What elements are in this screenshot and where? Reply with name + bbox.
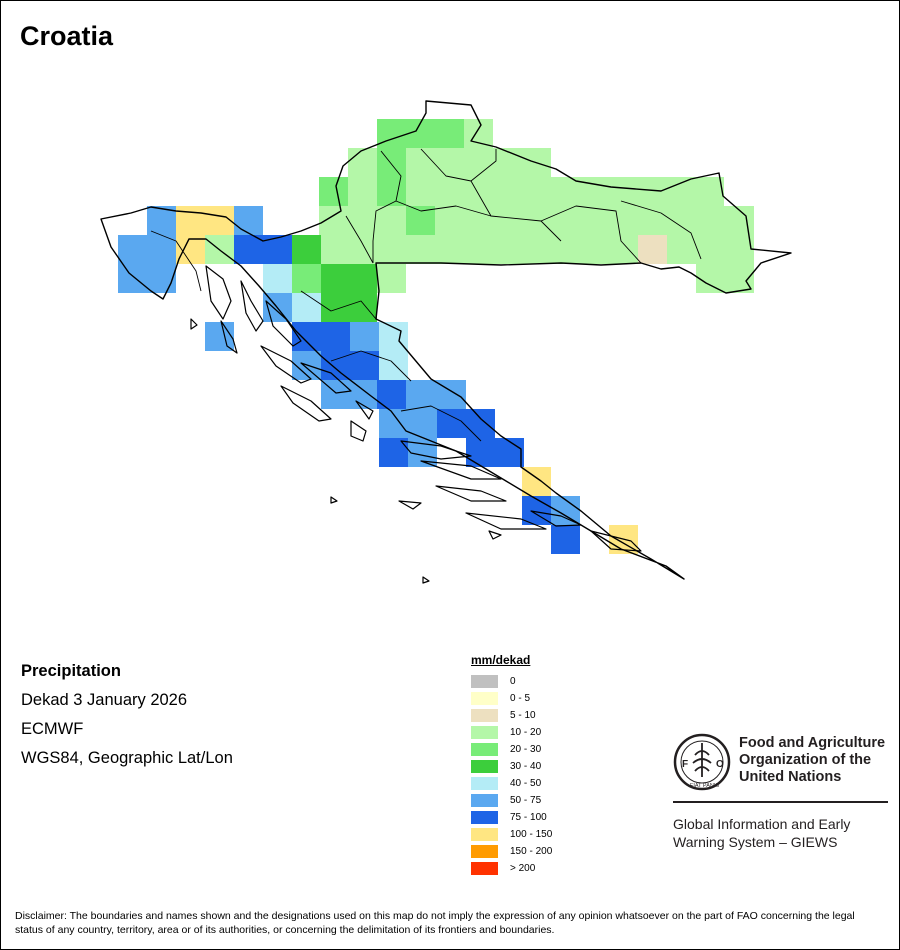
period-label: Dekad 3 January 2026 [21,691,188,709]
legend-label: 75 - 100 [510,812,547,823]
legend-label: 40 - 50 [510,778,542,789]
legend [471,653,552,877]
source-label: ECMWF [21,720,84,738]
legend-item [471,775,552,792]
precipitation-cell [118,235,176,293]
fao-emblem-icon [673,733,731,791]
precipitation-cell [551,525,580,554]
legend-item [471,860,552,877]
precipitation-cell [319,177,348,206]
legend-swatch [471,811,498,824]
precipitation-cell [205,322,234,351]
emblem-letter-o: O [716,759,724,770]
legend-swatch [471,709,498,722]
legend-item [471,673,552,690]
legend-swatch [471,845,498,858]
legend-label: 50 - 75 [510,795,542,806]
precipitation-cell [638,235,667,264]
legend-label: 30 - 40 [510,761,542,772]
precipitation-cell [377,177,406,206]
legend-item [471,826,552,843]
legend-label: 0 [510,676,516,687]
precipitation-cell [234,206,263,235]
precipitation-cell [379,351,408,380]
legend-label: > 200 [510,863,536,874]
legend-swatch [471,777,498,790]
legend-swatch [471,862,498,875]
precipitation-cell [292,264,321,293]
projection-label: WGS84, Geographic Lat/Lon [21,749,233,767]
legend-item [471,741,552,758]
legend-swatch [471,828,498,841]
precipitation-cell [377,119,406,148]
legend-swatch [471,692,498,705]
legend-label: 5 - 10 [510,710,536,721]
emblem-letter-f: F [682,759,689,770]
legend-swatch [471,675,498,688]
map-info [21,657,233,773]
legend-label: 20 - 30 [510,744,542,755]
precipitation-cell [379,409,437,438]
legend-rows [471,673,552,877]
legend-item [471,758,552,775]
precipitation-cell [379,438,408,467]
giews-system-name: Global Information and Early Warning System – GIEWS [673,816,851,850]
legend-label: 10 - 20 [510,727,542,738]
precipitation-cell [377,380,406,409]
legend-label: 100 - 150 [510,829,553,840]
map-title: Croatia [20,21,114,51]
precipitation-cell [292,235,321,264]
legend-item [471,792,552,809]
emblem-motto: FIAT PANIS [690,783,720,789]
precipitation-cell [435,119,464,148]
disclaimer: Disclaimer: The boundaries and names shown and the designations used on this map do not imply the expression of any opinion whatsoever on the part of FAO concerning the legal status of any country, territory, area or of its authorities, or concerning the delimitation of its frontiers and boundaries. [15,910,855,936]
precipitation-cell [176,206,234,235]
legend-label: 150 - 200 [510,846,553,857]
precipitation-cell [292,293,321,322]
precipitation-grid [118,119,754,554]
precipitation-cell [696,235,754,264]
legend-item [471,843,552,860]
legend-swatch [471,794,498,807]
precipitation-cell [377,148,406,177]
precipitation-cell [696,264,754,293]
precipitation-cell [263,264,292,293]
precipitation-cell [321,264,377,322]
variable-label: Precipitation [21,662,121,680]
precipitation-cell [377,264,406,293]
legend-title: mm/dekad [471,653,531,667]
precipitation-cell [350,322,379,351]
legend-swatch [471,726,498,739]
precipitation-map [1,1,899,641]
legend-label: 0 - 5 [510,693,531,704]
fao-organization-name: Food and Agriculture Organization of the United Nations [739,735,886,785]
precipitation-cell [321,351,350,380]
branding-divider [673,801,888,803]
legend-item [471,690,552,707]
legend-item [471,809,552,826]
legend-swatch [471,743,498,756]
legend-item [471,707,552,724]
legend-swatch [471,760,498,773]
legend-item [471,724,552,741]
precipitation-cell [464,119,493,148]
